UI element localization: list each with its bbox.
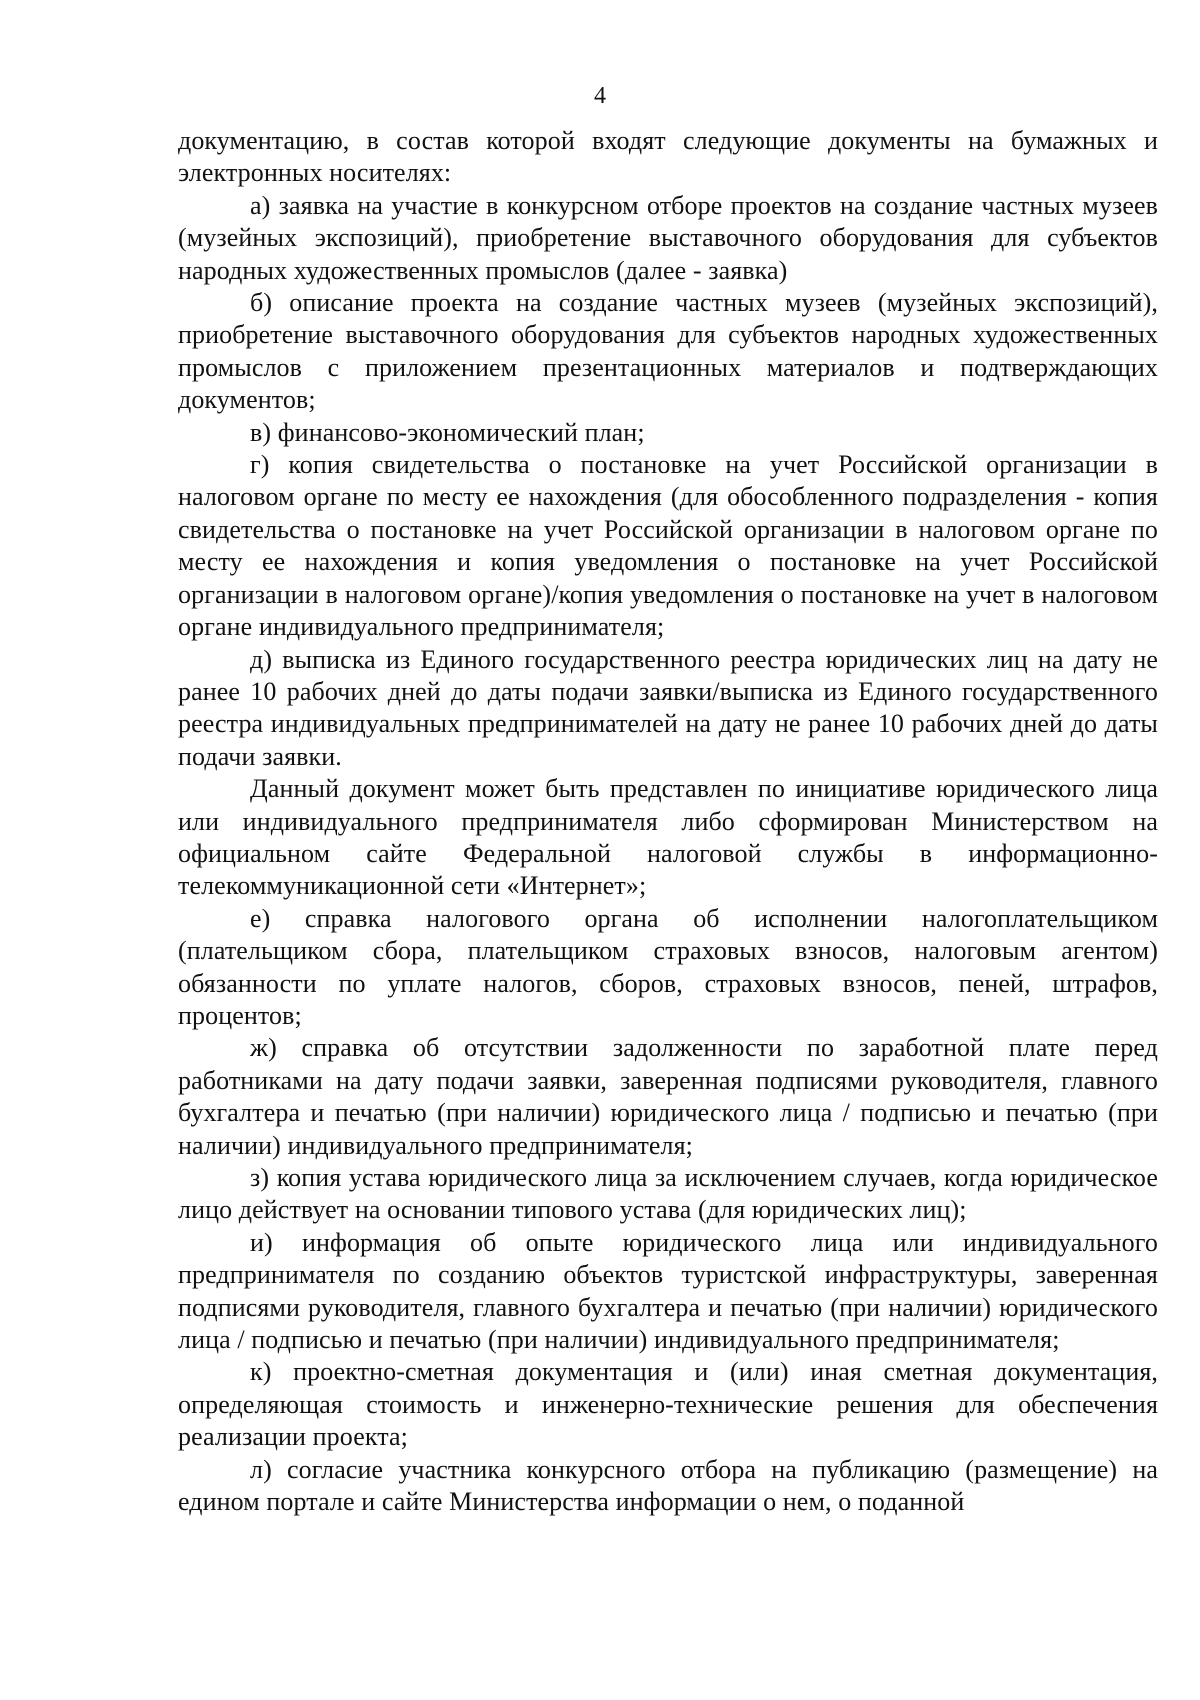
page-number: 4 bbox=[594, 83, 606, 109]
document-body bbox=[178, 125, 1158, 1518]
list-item-i: и) информация об опыте юридического лица или индивидуального предпринимателя по созданию объектов туристской инфраструктуры, заверенная подписями руководителя, главного бухгалтера и печатью (при наличии) юридического лица / подписью и печатью (при наличии) индивидуального предпринимателя; bbox=[178, 1227, 1158, 1355]
list-item-v: в) финансово-экономический план; bbox=[250, 417, 645, 447]
list-item-k: к) проектно-сметная документация и (или) иная сметная документация, определяющая стоимость и инженерно-технические решения для обеспечения реализации проекта; bbox=[178, 1357, 1158, 1452]
paragraph-intro: документацию, в состав которой входят следующие документы на бумажных и электронных носителях: bbox=[178, 126, 1158, 188]
list-item-zh: ж) справка об отсутствии задолженности по заработной плате перед работниками на дату подачи заявки, заверенная подписями руководителя, главного бухгалтера и печатью (при наличии) юридического лица / подписью и печатью (при наличии) индивидуального предпринимателя; bbox=[178, 1033, 1158, 1160]
list-item-z: з) копия устава юридического лица за исключением случаев, когда юридическое лицо действует на основании типового устава (для юридических лиц); bbox=[178, 1163, 1158, 1225]
list-item-b: б) описание проекта на создание частных музеев (музейных экспозиций), приобретение выставочного оборудования для субъектов народных художественных промыслов с приложением презентационных материалов и подтверждающих документов; bbox=[178, 288, 1158, 415]
list-item-l: л) согласие участника конкурсного отбора на публикацию (размещение) на едином портале и сайте Министерства информации о нем, о поданной bbox=[178, 1454, 1158, 1517]
list-item-d: д) выписка из Единого государственного реестра юридических лиц на дату не ранее 10 рабочих дней до даты подачи заявки/выписка из Единого государственного реестра индивидуальных предпринимателей на дату не ранее 10 рабочих дней до даты подачи заявки. bbox=[178, 644, 1158, 771]
list-item-e: е) справка налогового органа об исполнении налогоплательщиком (плательщиком сбора, плательщиком страховых взносов, налоговым агентом) обязанности по уплате налогов, сборов, страховых взносов, пеней, штрафов, процентов; bbox=[178, 903, 1158, 1030]
paragraph-note: Данный документ может быть представлен по инициативе юридического лица или индивидуального предпринимателя либо сформирован Министерством на официальном сайте Федеральной налоговой службы в информационно-телекоммуникационной сети «Интернет»; bbox=[178, 774, 1158, 901]
list-item-a: а) заявка на участие в конкурсном отборе проектов на создание частных музеев (музейных экспозиций), приобретение выставочного оборудования для субъектов народных художественных промыслов (далее - заявка) bbox=[178, 190, 1158, 285]
list-item-g: г) копия свидетельства о постановке на учет Российской организации в налоговом органе по месту ее нахождения (для обособленного подразделения - копия свидетельства о постановке на учет Российской организации в налоговом органе по месту ее нахождения и копия уведомления о постановке на учет Российской организации в налоговом органе)/копия уведомления о постановке на учет в налоговом органе индивидуального предпринимателя; bbox=[178, 450, 1158, 642]
